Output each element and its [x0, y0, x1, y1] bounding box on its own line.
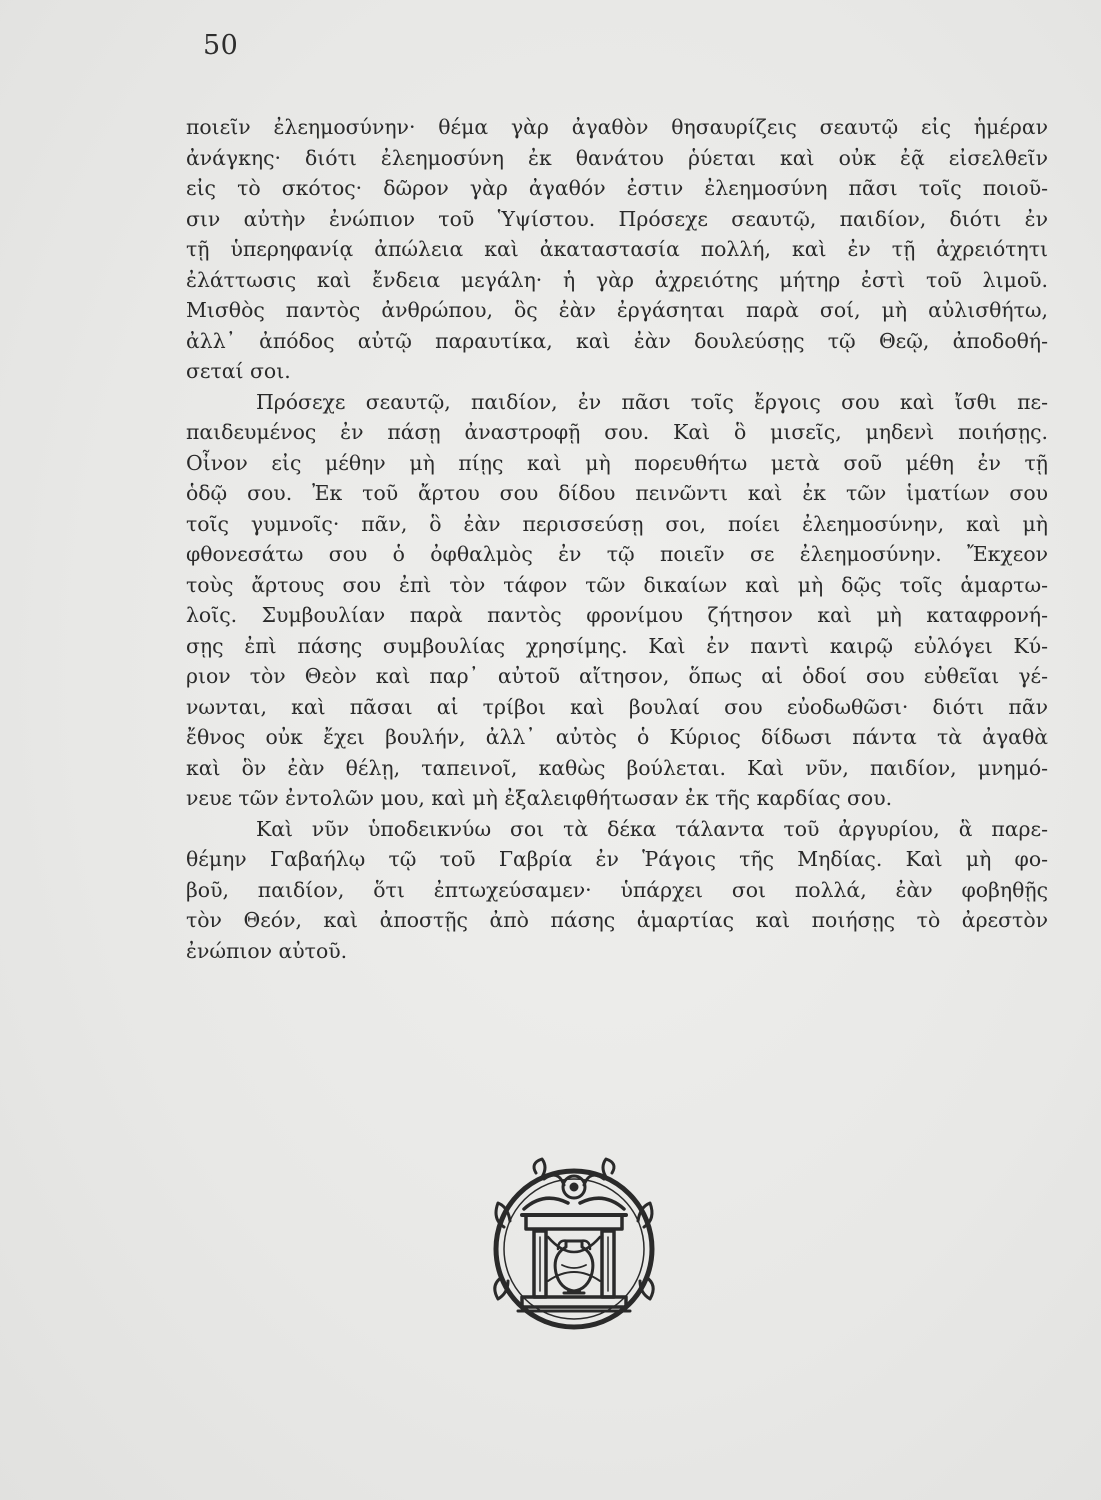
text-line: παιδευμένος ἐν πάσῃ ἀναστροφῇ σου. Καὶ ὃ μισεῖς, μηδενὶ ποιήσῃς.: [186, 420, 1048, 444]
text-line: Πρόσεχε σεαυτῷ, παιδίον, ἐν πᾶσι τοῖς ἔργοις σου καὶ ἴσθι πε-: [256, 389, 1048, 414]
text-line: βοῦ, παιδίον, ὅτι ἐπτωχεύσαμεν· ὑπάρχει σοι πολλά, ἐὰν φοβηθῇς: [186, 877, 1048, 902]
text-line: σιν αὐτὴν ἐνώπιον τοῦ Ὑψίστου. Πρόσεχε σεαυτῷ, παιδίον, διότι ἐν: [186, 206, 1048, 231]
text-line: Καὶ νῦν ὑποδεικνύω σοι τὰ δέκα τάλαντα τοῦ ἀργυρίου, ἃ παρε-: [256, 816, 1048, 841]
page-number: 50: [203, 30, 239, 61]
text-line: εἰς τὸ σκότος· δῶρον γὰρ ἀγαθόν ἐστιν ἐλεημοσύνη πᾶσι τοῖς ποιοῦ-: [186, 176, 1048, 200]
text-line: καὶ ὃν ἐὰν θέλῃ, ταπεινοῖ, καθὼς βούλεται. Καὶ νῦν, παιδίον, μνημό-: [186, 755, 1048, 780]
text-line: Οἶνον εἰς μέθην μὴ πίῃς καὶ μὴ πορευθήτω μετὰ σοῦ μέθη ἐν τῇ: [186, 450, 1048, 475]
paragraph-3: [186, 814, 1048, 967]
vignette-ornament-icon: [484, 1157, 664, 1335]
paragraph-1: [186, 112, 1048, 387]
text-line: φθονεσάτω σου ὁ ὀφθαλμὸς ἐν τῷ ποιεῖν σε ἐλεημοσύνην. Ἔκχεον: [186, 542, 1048, 566]
text-line: θέμην Γαβαήλῳ τῷ τοῦ Γαβρία ἐν Ῥάγοις τῆς Μηδίας. Καὶ μὴ φο-: [186, 847, 1048, 871]
text-line: λοῖς. Συμβουλίαν παρὰ παντὸς φρονίμου ζήτησον καὶ μὴ καταφρονή-: [186, 603, 1048, 627]
text-line: νωνται, καὶ πᾶσαι αἱ τρίβοι καὶ βουλαί σου εὐοδωθῶσι· διότι πᾶν: [186, 694, 1048, 719]
text-line: ἔθνος οὐκ ἔχει βουλήν, ἀλλ᾽ αὐτὸς ὁ Κύριος δίδωσι πάντα τὰ ἀγαθὰ: [186, 725, 1048, 749]
text-line: τὸν Θεόν, καὶ ἀποστῇς ἀπὸ πάσης ἁμαρτίας καὶ ποιήσῃς τὸ ἀρεστὸν: [186, 908, 1048, 932]
text-line: ἐνώπιον αὐτοῦ.: [186, 938, 348, 963]
text-line: ἀνάγκης· διότι ἐλεημοσύνη ἐκ θανάτου ῥύεται καὶ οὐκ ἐᾷ εἰσελθεῖν: [186, 145, 1048, 170]
text-line: ὁδῷ σου. Ἐκ τοῦ ἄρτου σου δίδου πεινῶντι καὶ ἐκ τῶν ἱματίων σου: [186, 481, 1048, 505]
text-line: ἐλάττωσις καὶ ἔνδεια μεγάλη· ἡ γὰρ ἀχρειότης μήτηρ ἐστὶ τοῦ λιμοῦ.: [186, 267, 1048, 292]
text-line: ἀλλ᾽ ἀπόδος αὐτῷ παραυτίκα, καὶ ἐὰν δουλεύσῃς τῷ Θεῷ, ἀποδοθή-: [186, 328, 1048, 353]
text-line: τῇ ὑπερηφανίᾳ ἀπώλεια καὶ ἀκαταστασία πολλή, καὶ ἐν τῇ ἀχρειότητι: [186, 237, 1048, 261]
text-line: νευε τῶν ἐντολῶν μου, καὶ μὴ ἐξαλειφθήτωσαν ἐκ τῆς καρδίας σου.: [186, 786, 893, 810]
body-text: [186, 112, 1048, 966]
text-line: ποιεῖν ἐλεημοσύνην· θέμα γὰρ ἀγαθὸν θησαυρίζεις σεαυτῷ εἰς ἡμέραν: [186, 115, 1048, 139]
text-line: Μισθὸς παντὸς ἀνθρώπου, ὃς ἐὰν ἐργάσηται παρὰ σοί, μὴ αὐλισθήτω,: [186, 298, 1048, 322]
text-line: σῃς ἐπὶ πάσης συμβουλίας χρησίμης. Καὶ ἐν παντὶ καιρῷ εὐλόγει Κύ-: [186, 633, 1048, 658]
paragraph-2: [186, 387, 1048, 814]
text-line: τοὺς ἄρτους σου ἐπὶ τὸν τάφον τῶν δικαίων καὶ μὴ δῷς τοῖς ἁμαρτω-: [186, 572, 1048, 597]
text-line: τοῖς γυμνοῖς· πᾶν, ὃ ἐὰν περισσεύσῃ σοι, ποίει ἐλεημοσύνην, καὶ μὴ: [186, 511, 1048, 536]
text-line: ριον τὸν Θεὸν καὶ παρ᾽ αὐτοῦ αἴτησον, ὅπως αἱ ὁδοί σου εὐθεῖαι γέ-: [186, 664, 1048, 688]
text-line: σεταί σοι.: [186, 359, 291, 383]
